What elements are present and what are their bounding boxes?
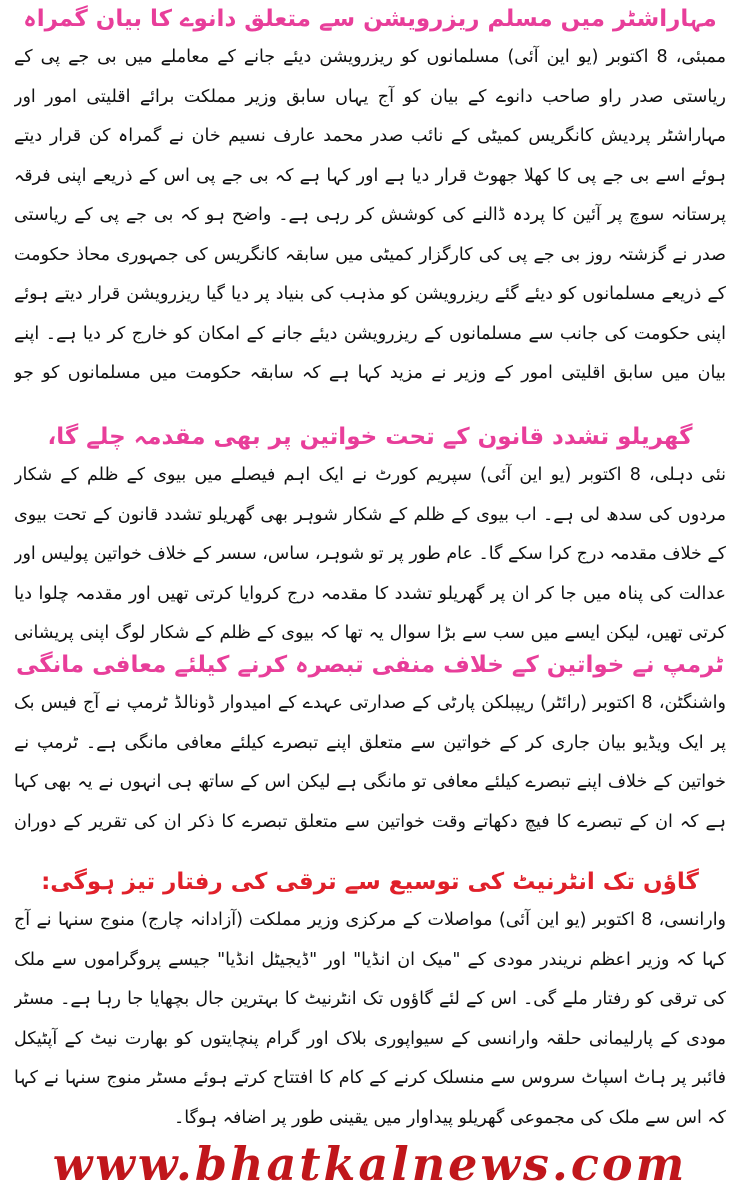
- article-domestic-violence-law: [14, 420, 726, 656]
- article-trump-apology: [14, 648, 726, 844]
- article-headline: مہاراشٹر میں مسلم ریزرویشن سے متعلق دانوے کا بیان گمراہ: [23, 6, 717, 32]
- article-body: وارانسی، 8 اکتوبر (یو این آئی) مواصلات کے مرکزی وزیر مملکت (آزادانہ چارج) منوج سنہا نے آج کہا کہ وزیر اعظم نریندر مودی کے "میک ان انڈیا" اور "ڈیجیٹل انڈیا" جیسے پروگراموں سے ملک کی ترقی کو رفتار ملے گی۔ اس کے لئے گاؤوں تک انٹرنیٹ کا بہترین جال بچھایا جا رہا ہے۔ مسٹر مودی کے پارلیمانی حلقہ وارانسی کے سیواپوری بلاک اور گرام پنچایتوں کو بھارت نیٹ کے آپٹیکل فائبر پر ہاٹ اسپاٹ سروس سے منسلک کرنے کے کام کا افتتاح کرتے ہوئے مسٹر منوج سنہا نے کہا کہ اس سے ملک کی مجموعی گھریلو پیداوار میں یقینی طور پر اضافہ ہوگا۔: [14, 910, 726, 1128]
- site-footer-url[interactable]: www.bhatkalnews.com: [52, 1140, 688, 1189]
- article-headline: گاؤں تک انٹرنیٹ کی توسیع سے ترقی کی رفتار تیز ہوگی:: [41, 869, 699, 895]
- article-headline: گھریلو تشدد قانون کے تحت خواتین پر بھی مقدمہ چلے گا،: [47, 424, 693, 450]
- article-village-internet: [14, 865, 726, 1171]
- article-body: ممبئی، 8 اکتوبر (یو این آئی) مسلمانوں کو ریزرویشن دیئے جانے کے معاملے میں بی جے پی کے ریاستی صدر راو صاحب دانوے کے بیان کو آج یہاں سابق وزیر مملکت برائے اقلیتی امور اور مہاراشٹر پردیش کانگریس کمیٹی کے نائب صدر محمد عارف نسیم خان نے گمراہ کن قرار دیتے ہوئے اسے بی جے پی کا کھلا جھوٹ قرار دیا ہے اور کہا ہے کہ بی جے پی اس کے ذریعے اپنی فرقہ پرستانہ سوچ پر آئین کا پردہ ڈالنے کی کوشش کر رہی ہے۔ واضح ہو کہ بی جے پی کے ریاستی صدر نے گزشتہ روز بی جے پی کی کارگزار کمیٹی میں سابقہ کانگریس کی جمہوری محاذ حکومت کے ذریعے مسلمانوں کو دیئے گئے ریزرویشن کو مذہب کی بنیاد پر دیا گیا ریزرویشن قرار دیتے ہوئے اپنی حکومت کی جانب سے مسلمانوں کے ریزرویشن دیئے جانے کے امکان کو خارج کر دیا ہے۔ اپنے بیان میں سابق اقلیتی امور کے وزیر نے مزید کہا ہے کہ سابقہ حکومت میں مسلمانوں کو جو: [14, 47, 726, 383]
- article-maharashtra-reservation: [14, 2, 726, 393]
- article-headline: ٹرمپ نے خواتین کے خلاف منفی تبصرہ کرنے کیلئے معافی مانگی: [15, 652, 724, 678]
- article-body: نئی دہلی، 8 اکتوبر (یو این آئی) سپریم کورٹ نے ایک اہم فیصلے میں بیوی کے ظلم کے شکار مردوں کی سدھ لی ہے۔ اب بیوی کے ظلم کے شکار شوہر بھی گھریلو تشدد قانون کے تحت بیوی کے خلاف مقدمہ درج کرا سکے گا۔ عام طور پر تو شوہر، ساس، سسر کے خلاف خواتین پولیس اور عدالت کی پناہ میں جا کر ان پر گھریلو تشدد کا مقدمہ درج کروایا کرتی تھیں اور مقدمہ چلوا دیا کرتی تھیں، لیکن ایسے میں سب سے بڑا سوال یہ تھا کہ بیوی کے ظلم کے شکار لوگ اپنی پریشانی: [14, 465, 726, 643]
- article-body: واشنگٹن، 8 اکتوبر (رائٹر) ریپبلکن پارٹی کے صدارتی عہدے کے امیدوار ڈونالڈ ٹرمپ نے آج فیس بک پر ایک ویڈیو بیان جاری کر کے خواتین سے متعلق اپنے تبصرے کیلئے معافی مانگی ہے۔ ٹرمپ نے خواتین کے خلاف اپنے تبصرے کیلئے معافی تو مانگی ہے لیکن اس کے ساتھ ہی انہوں نے یہ بھی کہا ہے کہ ان کے تبصرے کا فیچ دکھاتے وقت خواتین سے متعلق تبصرے کا ذکر ان کی تقریر کے دوران: [14, 693, 726, 832]
